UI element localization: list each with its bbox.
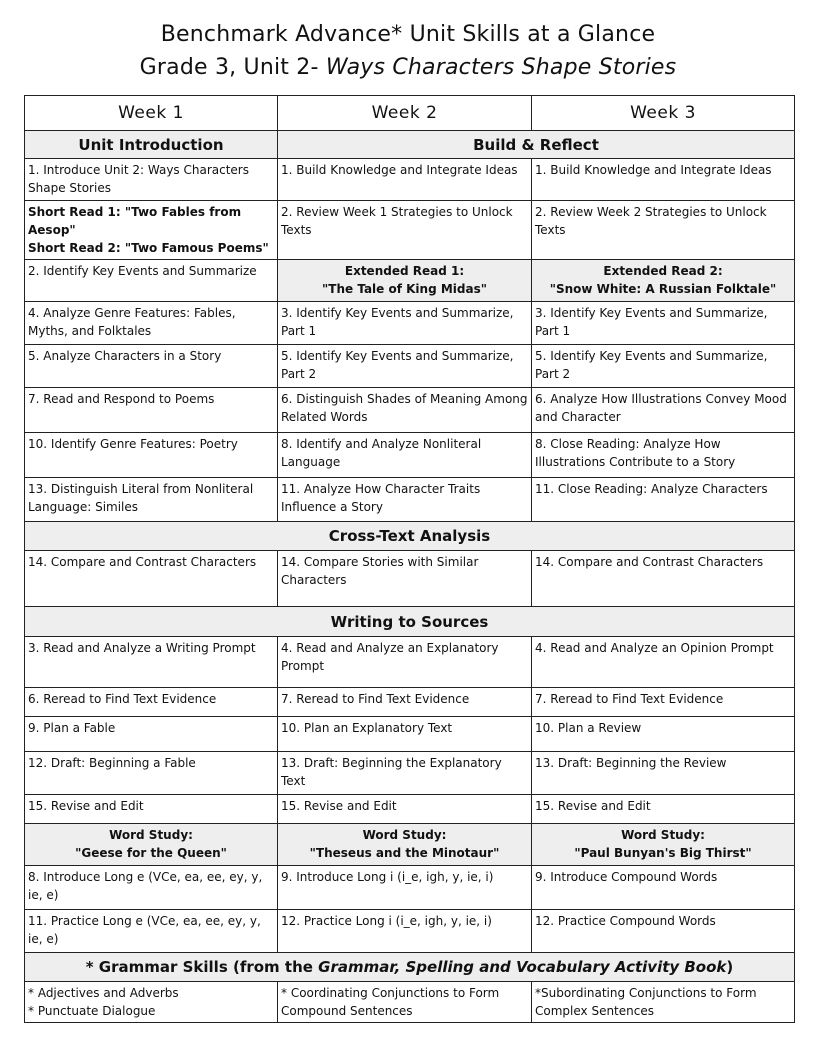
cell: 3. Identify Key Events and Summarize, Part 1 (278, 302, 532, 345)
cell: 14. Compare and Contrast Characters (532, 551, 795, 607)
cell: 8. Identify and Analyze Nonliteral Language (278, 433, 532, 478)
document-title: Benchmark Advance* Unit Skills at a Glance (160, 22, 656, 47)
cell: 5. Identify Key Events and Summarize, Part 2 (532, 345, 795, 388)
grammar-header-prefix: * Grammar Skills (from the (85, 958, 319, 976)
table-row (25, 159, 795, 201)
cell: 7. Reread to Find Text Evidence (278, 688, 532, 717)
cell: 3. Read and Analyze a Writing Prompt (25, 637, 278, 688)
subtitle-prefix: Grade 3, Unit 2- (139, 55, 326, 80)
extended-read-title: "Snow White: A Russian Folktale" (549, 282, 777, 296)
cell: 2. Review Week 1 Strategies to Unlock Texts (278, 201, 532, 260)
cell: 8. Introduce Long e (VCe, ea, ee, ey, y, ie, e) (25, 866, 278, 910)
extended-read-1-cell (278, 260, 532, 302)
word-study-header-row (25, 824, 795, 866)
cell: 1. Introduce Unit 2: Ways Characters Shape Stories (25, 159, 278, 201)
section-row (25, 607, 795, 637)
cell: 11. Close Reading: Analyze Characters (532, 478, 795, 522)
cell: 1. Build Knowledge and Integrate Ideas (278, 159, 532, 201)
week-header-row (25, 96, 795, 131)
cell: 12. Draft: Beginning a Fable (25, 752, 278, 795)
extended-read-label: Extended Read 1: (344, 264, 465, 278)
cell: 9. Introduce Long i (i_e, igh, y, ie, i) (278, 866, 532, 910)
section-build-reflect: Build & Reflect (278, 131, 795, 159)
short-read-1: Short Read 1: "Two Fables from Aesop" (28, 205, 242, 237)
extended-read-title: "The Tale of King Midas" (322, 282, 487, 296)
section-row (25, 522, 795, 551)
cell: 1. Build Knowledge and Integrate Ideas (532, 159, 795, 201)
week-1-header: Week 1 (25, 96, 278, 131)
table-row (25, 752, 795, 795)
grammar-item: * Adjectives and Adverbs (28, 986, 179, 1000)
table-row (25, 302, 795, 345)
table-row (25, 201, 795, 260)
document-subtitle (0, 55, 816, 80)
word-study-title: "Geese for the Queen" (75, 846, 227, 860)
cell: 15. Revise and Edit (278, 795, 532, 824)
cell: 11. Analyze How Character Traits Influence a Story (278, 478, 532, 522)
grammar-week-1-cell (25, 982, 278, 1023)
cell: 10. Identify Genre Features: Poetry (25, 433, 278, 478)
section-writing-to-sources: Writing to Sources (25, 607, 795, 637)
cell: 15. Revise and Edit (25, 795, 278, 824)
grammar-book-title: Grammar, Spelling and Vocabulary Activity Book (318, 958, 727, 976)
grammar-item: * Punctuate Dialogue (28, 1004, 156, 1018)
cell: 7. Reread to Find Text Evidence (532, 688, 795, 717)
cell: 10. Plan a Review (532, 717, 795, 752)
word-study-week-2 (278, 824, 532, 866)
subtitle-unit-name: Ways Characters Shape Stories (325, 55, 677, 80)
skills-table (24, 95, 795, 1023)
cell: * Coordinating Conjunctions to Form Compound Sentences (278, 982, 532, 1023)
cell: 10. Plan an Explanatory Text (278, 717, 532, 752)
section-cross-text-analysis: Cross-Text Analysis (25, 522, 795, 551)
table-row (25, 260, 795, 302)
cell: 6. Distinguish Shades of Meaning Among Related Words (278, 388, 532, 433)
grammar-header-suffix: ) (726, 958, 734, 976)
word-study-week-1 (25, 824, 278, 866)
cell: 4. Analyze Genre Features: Fables, Myths, and Folktales (25, 302, 278, 345)
word-study-label: Word Study: (109, 828, 193, 842)
short-read-2: Short Read 2: "Two Famous Poems" (28, 241, 269, 255)
week-3-header: Week 3 (532, 96, 795, 131)
table-row (25, 866, 795, 910)
word-study-label: Word Study: (362, 828, 447, 842)
cell: 6. Reread to Find Text Evidence (25, 688, 278, 717)
table-row (25, 433, 795, 478)
table-row (25, 551, 795, 607)
cell: 12. Practice Compound Words (532, 910, 795, 953)
table-row (25, 388, 795, 433)
table-row (25, 910, 795, 953)
table-row (25, 982, 795, 1023)
short-reads-cell (25, 201, 278, 260)
section-row (25, 131, 795, 159)
table-row (25, 637, 795, 688)
table-row (25, 345, 795, 388)
cell: 15. Revise and Edit (532, 795, 795, 824)
cell: 14. Compare and Contrast Characters (25, 551, 278, 607)
extended-read-label: Extended Read 2: (603, 264, 723, 278)
cell: *Subordinating Conjunctions to Form Complex Sentences (532, 982, 795, 1023)
cell: 4. Read and Analyze an Explanatory Prompt (278, 637, 532, 688)
cell: 13. Draft: Beginning the Review (532, 752, 795, 795)
cell: 13. Draft: Beginning the Explanatory Text (278, 752, 532, 795)
cell: 2. Identify Key Events and Summarize (25, 260, 278, 302)
section-unit-introduction: Unit Introduction (25, 131, 278, 159)
section-row (25, 953, 795, 982)
cell: 3. Identify Key Events and Summarize, Part 1 (532, 302, 795, 345)
table-row (25, 688, 795, 717)
word-study-title: "Paul Bunyan's Big Thirst" (574, 846, 752, 860)
cell: 12. Practice Long i (i_e, igh, y, ie, i) (278, 910, 532, 953)
week-2-header: Week 2 (278, 96, 532, 131)
table-row (25, 795, 795, 824)
cell: 14. Compare Stories with Similar Characters (278, 551, 532, 607)
word-study-title: "Theseus and the Minotaur" (309, 846, 500, 860)
section-grammar-skills (25, 953, 795, 982)
cell: 5. Analyze Characters in a Story (25, 345, 278, 388)
cell: 13. Distinguish Literal from Nonliteral Language: Similes (25, 478, 278, 522)
word-study-week-3 (532, 824, 795, 866)
cell: 6. Analyze How Illustrations Convey Mood and Character (532, 388, 795, 433)
cell: 4. Read and Analyze an Opinion Prompt (532, 637, 795, 688)
cell: 7. Read and Respond to Poems (25, 388, 278, 433)
cell: 5. Identify Key Events and Summarize, Part 2 (278, 345, 532, 388)
word-study-label: Word Study: (621, 828, 705, 842)
cell: 9. Plan a Fable (25, 717, 278, 752)
cell: 8. Close Reading: Analyze How Illustrations Contribute to a Story (532, 433, 795, 478)
extended-read-2-cell (532, 260, 795, 302)
cell: 9. Introduce Compound Words (532, 866, 795, 910)
cell: 2. Review Week 2 Strategies to Unlock Texts (532, 201, 795, 260)
table-row (25, 717, 795, 752)
cell: 11. Practice Long e (VCe, ea, ee, ey, y, ie, e) (25, 910, 278, 953)
table-row (25, 478, 795, 522)
